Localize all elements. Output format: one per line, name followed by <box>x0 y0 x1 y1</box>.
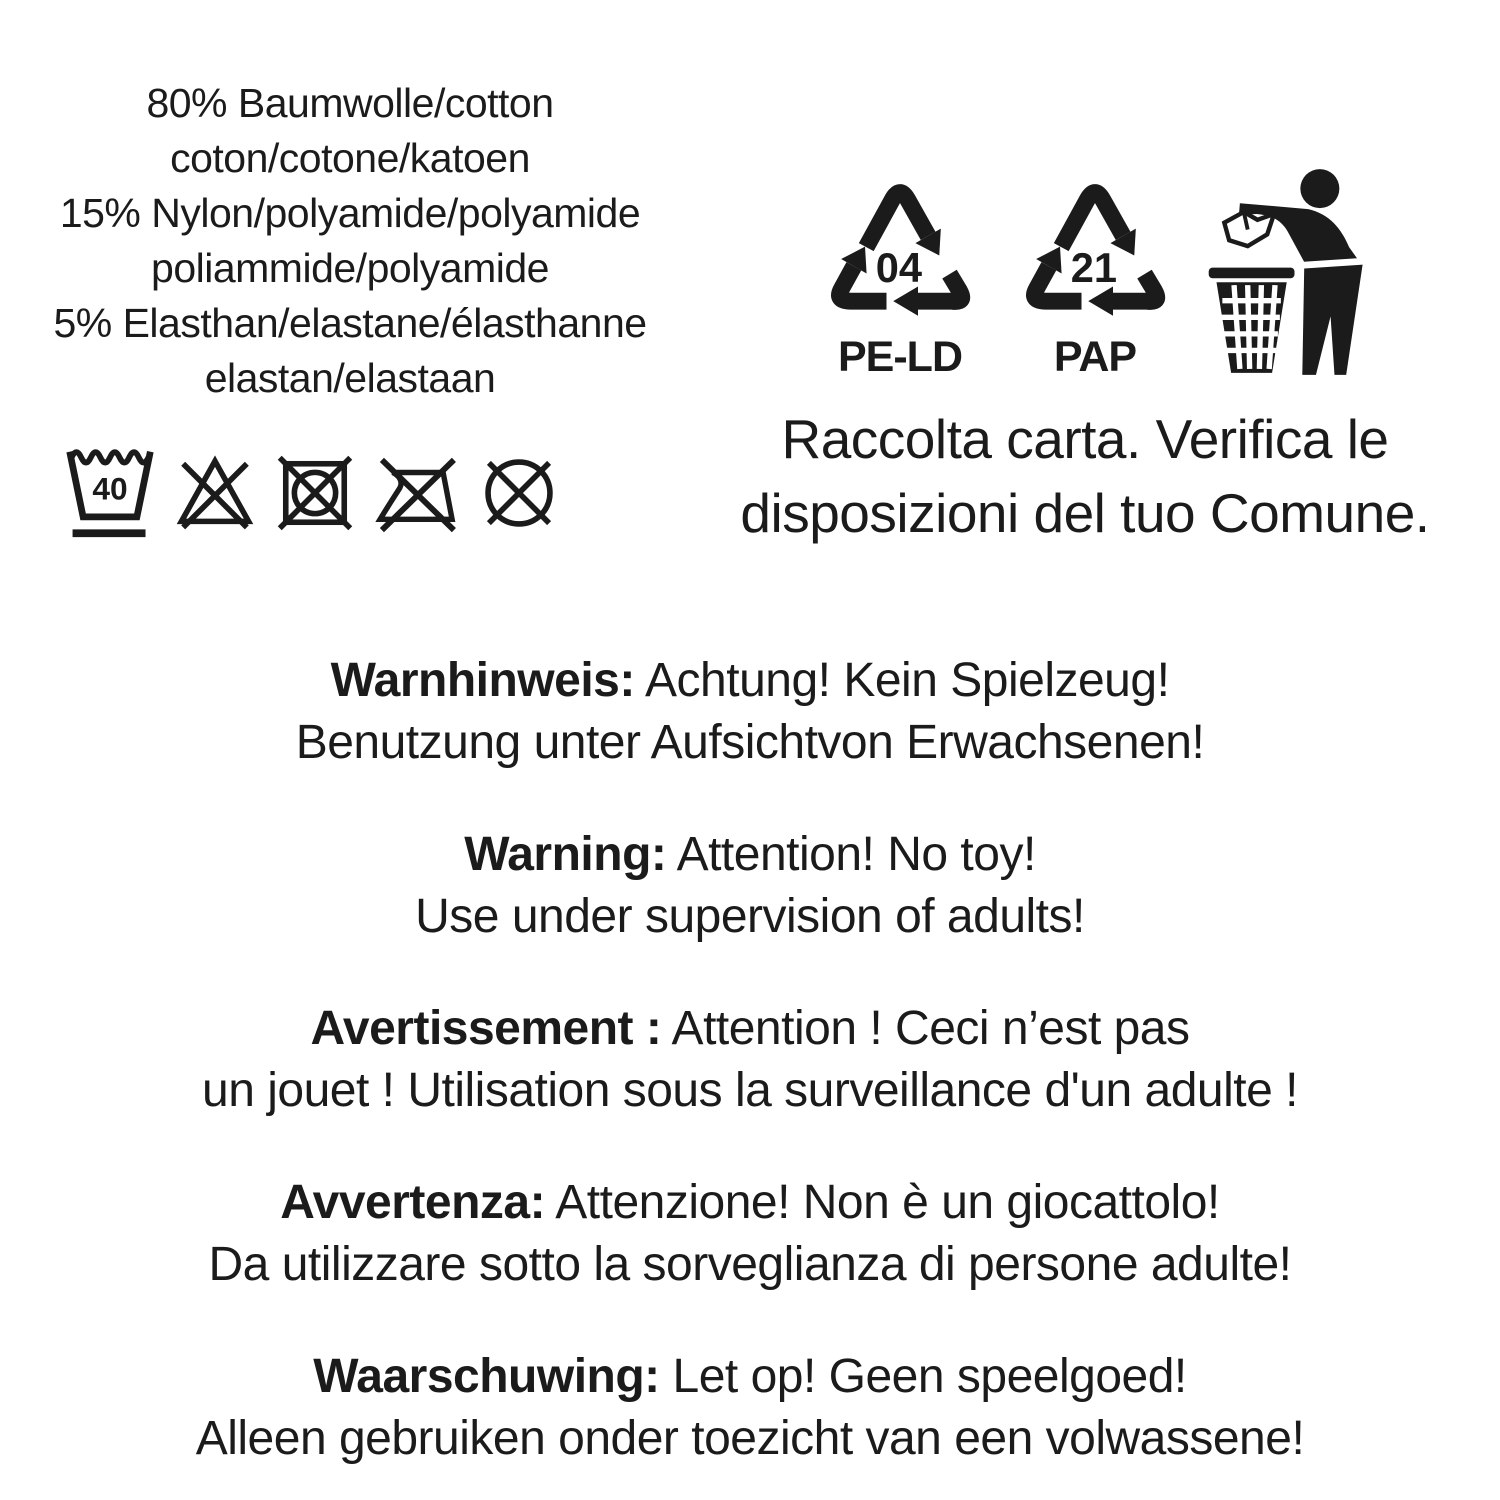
do-not-dry-clean-icon <box>476 450 562 536</box>
warning-label: Warnhinweis: <box>330 654 635 707</box>
warning-text: Attention ! Ceci n’est pas <box>671 1002 1190 1055</box>
warning-text: Benutzung unter Aufsichtvon Erwachsenen! <box>295 716 1205 769</box>
composition-line: 80% Baumwolle/cotton <box>146 80 554 126</box>
composition-line: 15% Nylon/polyamide/polyamide <box>59 190 641 236</box>
warning-label: Avertissement : <box>310 1002 662 1055</box>
warning-label: Warning: <box>464 828 667 881</box>
recycling-loop-icon <box>810 166 990 335</box>
care-symbols-row <box>62 438 562 544</box>
note-line: Raccolta carta. Verifica le <box>781 408 1389 470</box>
warning-text: Achtung! Kein Spielzeug! <box>645 654 1170 707</box>
warning-text: Use under supervision of adults! <box>415 890 1085 943</box>
warning-it <box>0 1172 1500 1296</box>
warning-text: Attenzione! Non è un giocattolo! <box>555 1176 1220 1229</box>
warning-text: Attention! No toy! <box>676 828 1036 881</box>
warning-text: un jouet ! Utilisation sous la surveillance d'un adulte ! <box>202 1064 1298 1117</box>
composition-line: 5% Elasthan/elastane/élasthanne <box>53 300 647 346</box>
warning-label: Avvertenza: <box>280 1176 546 1229</box>
composition-line: coton/cotone/katoen <box>170 135 530 181</box>
material-composition <box>30 76 670 406</box>
resin-code: 21 <box>1070 244 1118 291</box>
recycling-symbol-peld <box>805 166 995 379</box>
do-not-bleach-icon <box>172 450 258 536</box>
warning-text: Da utilizzare sotto la sorveglianza di persone adulte! <box>208 1238 1292 1291</box>
tidyman-litter-disposal-icon <box>1197 158 1392 383</box>
composition-line: poliammide/polyamide <box>151 245 549 291</box>
warning-label: Waarschuwing: <box>313 1350 660 1403</box>
warnings-section <box>0 650 1500 1500</box>
recycling-loop-icon <box>1005 166 1185 335</box>
warning-text: Alleen gebruiken onder toezicht van een volwassene! <box>195 1412 1305 1465</box>
do-not-tumble-dry-icon <box>272 450 358 536</box>
composition-line: elastan/elastaan <box>204 355 496 401</box>
do-not-iron-icon <box>372 450 462 540</box>
warning-de <box>0 650 1500 774</box>
recycling-code-label: PAP <box>1053 333 1137 381</box>
note-line: disposizioni del tuo Comune. <box>740 482 1430 544</box>
warning-text: Let op! Geen speelgoed! <box>672 1350 1187 1403</box>
recycling-code-label: PE-LD <box>838 333 962 381</box>
paper-collection-note <box>680 402 1490 550</box>
warning-en <box>0 824 1500 948</box>
warning-fr <box>0 998 1500 1122</box>
resin-code: 04 <box>875 244 923 291</box>
wash-temperature: 40 <box>92 470 128 507</box>
wash-40-icon <box>62 438 158 544</box>
warning-nl <box>0 1346 1500 1470</box>
recycling-symbol-pap <box>1000 166 1190 379</box>
